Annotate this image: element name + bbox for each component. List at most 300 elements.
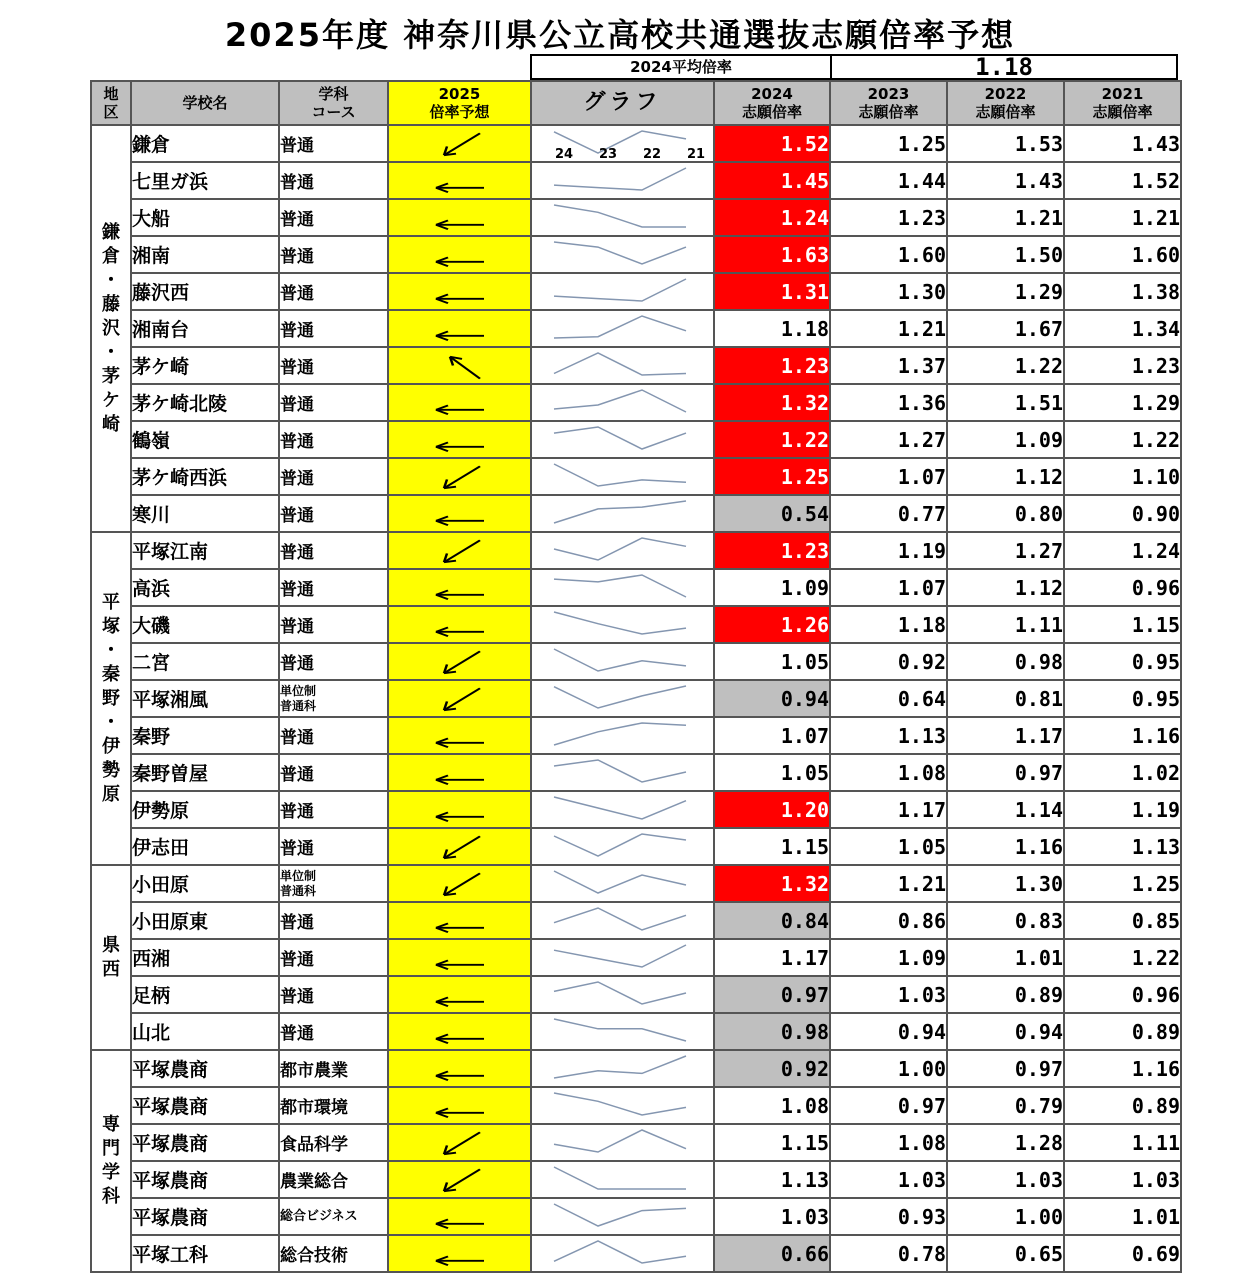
rate-2021: 1.01: [1064, 1198, 1181, 1235]
school-name: 寒川: [131, 495, 279, 532]
header-2021: 2021 志願倍率: [1064, 81, 1181, 125]
rate-2024: 1.15: [714, 1124, 830, 1161]
graph-cell: [531, 791, 714, 828]
down-left-arrow-icon: [424, 1125, 496, 1160]
region-cell: 鎌 倉 ・ 藤 沢 ・ 茅 ケ 崎: [91, 125, 131, 532]
school-name: 平塚工科: [131, 1235, 279, 1272]
sparkline-line: [554, 316, 686, 338]
sparkline: [532, 1237, 712, 1270]
rate-2022: 0.65: [947, 1235, 1064, 1272]
rate-2023: 0.78: [830, 1235, 947, 1272]
graph-cell: [531, 236, 714, 273]
rate-2021: 1.34: [1064, 310, 1181, 347]
rate-2023: 1.21: [830, 310, 947, 347]
rate-2023: 1.08: [830, 1124, 947, 1161]
up-left-arrow-icon: [424, 348, 496, 383]
graph-cell: [531, 717, 714, 754]
prediction-cell: [388, 569, 531, 606]
course-name: 普通: [279, 384, 388, 421]
rate-2023: 1.03: [830, 1161, 947, 1198]
sparkline: [532, 534, 712, 567]
graph-cell: [531, 828, 714, 865]
graph-cell: [531, 1087, 714, 1124]
prediction-cell: [388, 828, 531, 865]
down-left-arrow-icon: [424, 866, 496, 901]
left-arrow-icon: [424, 1199, 496, 1234]
sparkline: [532, 793, 712, 826]
graph-cell: [531, 569, 714, 606]
rate-2023: 1.05: [830, 828, 947, 865]
rate-2022: 1.53: [947, 125, 1064, 162]
course-name: 普通: [279, 347, 388, 384]
course-name: 普通: [279, 199, 388, 236]
table-row: [91, 1050, 1181, 1087]
rate-2024: 1.03: [714, 1198, 830, 1235]
rate-2021: 1.13: [1064, 828, 1181, 865]
table-row: [91, 754, 1181, 791]
rate-2022: 1.21: [947, 199, 1064, 236]
sparkline: [532, 608, 712, 641]
graph-cell: [531, 680, 714, 717]
prediction-cell: [388, 1198, 531, 1235]
rate-2022: 1.14: [947, 791, 1064, 828]
down-left-arrow-icon: [424, 533, 496, 568]
sparkline: [532, 349, 712, 382]
sparkline: [532, 164, 712, 197]
rate-2024: 1.13: [714, 1161, 830, 1198]
rate-2024: 1.09: [714, 569, 830, 606]
rate-2021: 0.96: [1064, 569, 1181, 606]
course-name: 普通: [279, 754, 388, 791]
sparkline: [532, 756, 712, 789]
sparkline-line: [554, 1019, 686, 1041]
rate-2023: 0.64: [830, 680, 947, 717]
prediction-cell: [388, 458, 531, 495]
rate-2022: 1.11: [947, 606, 1064, 643]
left-arrow-icon: [424, 940, 496, 975]
table-row: [91, 569, 1181, 606]
header-school: 学校名: [131, 81, 279, 125]
table-row: [91, 1013, 1181, 1050]
school-name: 大船: [131, 199, 279, 236]
rate-2024: 1.23: [714, 532, 830, 569]
prediction-cell: [388, 680, 531, 717]
graph-cell: [531, 1235, 714, 1272]
graph-axis-label: 21: [686, 147, 706, 160]
sparkline: [532, 1200, 712, 1233]
down-left-arrow-icon: [424, 681, 496, 716]
rate-2024: 0.94: [714, 680, 830, 717]
region-cell: 県 西: [91, 865, 131, 1050]
rate-2024: 1.18: [714, 310, 830, 347]
course-name: 普通: [279, 569, 388, 606]
school-name: 小田原東: [131, 902, 279, 939]
graph-cell: [531, 384, 714, 421]
rate-2022: 1.29: [947, 273, 1064, 310]
rate-2023: 1.18: [830, 606, 947, 643]
left-arrow-icon: [424, 570, 496, 605]
rate-2022: 1.03: [947, 1161, 1064, 1198]
graph-cell: [531, 939, 714, 976]
sparkline-line: [554, 797, 686, 819]
rate-2022: 1.67: [947, 310, 1064, 347]
sparkline-line: [554, 982, 686, 1004]
rate-2023: 1.25: [830, 125, 947, 162]
school-name: 茅ケ崎西浜: [131, 458, 279, 495]
prediction-cell: [388, 532, 531, 569]
sparkline: [532, 1126, 712, 1159]
rate-2024: 1.63: [714, 236, 830, 273]
rate-2022: 0.89: [947, 976, 1064, 1013]
left-arrow-icon: [424, 903, 496, 938]
rate-2021: 0.69: [1064, 1235, 1181, 1272]
course-name: 普通: [279, 421, 388, 458]
course-name: 普通: [279, 1013, 388, 1050]
rate-2021: 1.38: [1064, 273, 1181, 310]
graph-cell: [531, 976, 714, 1013]
school-name: 平塚農商: [131, 1050, 279, 1087]
rate-2023: 1.30: [830, 273, 947, 310]
course-name: 総合技術: [279, 1235, 388, 1272]
header-2022: 2022 志願倍率: [947, 81, 1064, 125]
school-name: 秦野: [131, 717, 279, 754]
table-row: [91, 273, 1181, 310]
sparkline: [532, 497, 712, 530]
graph-cell: [531, 199, 714, 236]
left-arrow-icon: [424, 792, 496, 827]
prediction-cell: [388, 606, 531, 643]
rate-2022: 1.51: [947, 384, 1064, 421]
region-cell: 専 門 学 科: [91, 1050, 131, 1272]
left-arrow-icon: [424, 1051, 496, 1086]
rate-2022: 1.43: [947, 162, 1064, 199]
sparkline: [532, 1015, 712, 1048]
prediction-cell: [388, 1124, 531, 1161]
course-name: 普通: [279, 310, 388, 347]
graph-cell: [531, 643, 714, 680]
table-row: [91, 717, 1181, 754]
down-left-arrow-icon: [424, 126, 496, 161]
sparkline-line: [554, 1204, 686, 1226]
graph-cell: [531, 532, 714, 569]
sparkline-line: [554, 242, 686, 264]
prediction-cell: [388, 976, 531, 1013]
sparkline-line: [554, 575, 686, 597]
rate-2021: 0.95: [1064, 643, 1181, 680]
school-name: 高浜: [131, 569, 279, 606]
rate-2021: 1.29: [1064, 384, 1181, 421]
header-graph: グラフ: [531, 81, 714, 125]
rate-2023: 1.44: [830, 162, 947, 199]
prediction-cell: [388, 384, 531, 421]
rate-2021: 1.24: [1064, 532, 1181, 569]
prediction-cell: [388, 310, 531, 347]
left-arrow-icon: [424, 163, 496, 198]
sparkline: [532, 201, 712, 234]
prediction-cell: [388, 902, 531, 939]
table-row: [91, 125, 1181, 162]
rate-2022: 0.83: [947, 902, 1064, 939]
prediction-cell: [388, 236, 531, 273]
course-name: 普通: [279, 495, 388, 532]
rate-2021: 0.85: [1064, 902, 1181, 939]
course-name: 普通: [279, 532, 388, 569]
rate-2023: 0.77: [830, 495, 947, 532]
table-row: [91, 606, 1181, 643]
rate-2023: 0.86: [830, 902, 947, 939]
rate-2021: 1.15: [1064, 606, 1181, 643]
left-arrow-icon: [424, 496, 496, 531]
school-name: 西湘: [131, 939, 279, 976]
rate-2022: 1.30: [947, 865, 1064, 902]
rate-2023: 0.92: [830, 643, 947, 680]
school-name: 大磯: [131, 606, 279, 643]
rate-2022: 1.27: [947, 532, 1064, 569]
rate-2023: 1.36: [830, 384, 947, 421]
rate-2022: 1.50: [947, 236, 1064, 273]
table-row: [91, 865, 1181, 902]
school-name: 湘南: [131, 236, 279, 273]
school-name: 七里ガ浜: [131, 162, 279, 199]
graph-axis-label: 24: [554, 147, 574, 160]
course-name: 普通: [279, 606, 388, 643]
table-row: [91, 643, 1181, 680]
school-name: 足柄: [131, 976, 279, 1013]
rate-2024: 1.23: [714, 347, 830, 384]
school-name: 平塚農商: [131, 1161, 279, 1198]
graph-cell: [531, 347, 714, 384]
school-name: 山北: [131, 1013, 279, 1050]
sparkline-line: [554, 390, 686, 412]
rate-2024: 1.45: [714, 162, 830, 199]
rate-2021: 1.10: [1064, 458, 1181, 495]
prediction-cell: [388, 754, 531, 791]
sparkline: [532, 904, 712, 937]
rate-2021: 0.95: [1064, 680, 1181, 717]
course-name: 総合ビジネス: [279, 1198, 388, 1235]
prediction-cell: [388, 273, 531, 310]
table-row: [91, 939, 1181, 976]
sparkline: [532, 1163, 712, 1196]
rate-2023: 1.13: [830, 717, 947, 754]
rate-2023: 1.08: [830, 754, 947, 791]
course-name: 単位制 普通科: [279, 865, 388, 902]
down-left-arrow-icon: [424, 459, 496, 494]
sparkline: [532, 423, 712, 456]
rate-2021: 1.16: [1064, 1050, 1181, 1087]
rate-2024: 1.15: [714, 828, 830, 865]
average-rate-label: 2024平均倍率: [532, 56, 832, 78]
left-arrow-icon: [424, 1236, 496, 1271]
rate-2022: 0.98: [947, 643, 1064, 680]
rate-2024: 0.98: [714, 1013, 830, 1050]
sparkline: [532, 867, 712, 900]
sparkline-line: [554, 612, 686, 634]
rate-2021: 0.89: [1064, 1013, 1181, 1050]
rate-2022: 1.12: [947, 569, 1064, 606]
rate-2021: 1.19: [1064, 791, 1181, 828]
left-arrow-icon: [424, 718, 496, 753]
rate-2023: 0.93: [830, 1198, 947, 1235]
table-row: [91, 347, 1181, 384]
rate-2023: 1.03: [830, 976, 947, 1013]
rate-2024: 1.52: [714, 125, 830, 162]
rate-2024: 1.22: [714, 421, 830, 458]
table-row: [91, 458, 1181, 495]
left-arrow-icon: [424, 311, 496, 346]
graph-cell: [531, 1013, 714, 1050]
left-arrow-icon: [424, 274, 496, 309]
table-row: [91, 236, 1181, 273]
sparkline-line: [554, 834, 686, 856]
sparkline: [532, 682, 712, 715]
rate-2024: 1.07: [714, 717, 830, 754]
prediction-cell: [388, 939, 531, 976]
rate-2021: 1.02: [1064, 754, 1181, 791]
sparkline-line: [554, 1093, 686, 1115]
sparkline-line: [554, 538, 686, 560]
rate-2022: 1.22: [947, 347, 1064, 384]
course-name: 普通: [279, 236, 388, 273]
table-row: [91, 1124, 1181, 1161]
prediction-cell: [388, 865, 531, 902]
sparkline-line: [554, 760, 686, 782]
course-name: 農業総合: [279, 1161, 388, 1198]
prediction-cell: [388, 421, 531, 458]
rate-2024: 0.97: [714, 976, 830, 1013]
graph-cell: [531, 902, 714, 939]
rate-2021: 1.60: [1064, 236, 1181, 273]
rate-2022: 1.09: [947, 421, 1064, 458]
left-arrow-icon: [424, 1088, 496, 1123]
prediction-cell: [388, 791, 531, 828]
school-name: 二宮: [131, 643, 279, 680]
graph-cell: [531, 458, 714, 495]
graph-cell: [531, 125, 714, 162]
sparkline-line: [554, 649, 686, 671]
table-row: [91, 1235, 1181, 1272]
region-cell: 平 塚 ・ 秦 野 ・ 伊 勢 原: [91, 532, 131, 865]
left-arrow-icon: [424, 1014, 496, 1049]
school-name: 湘南台: [131, 310, 279, 347]
left-arrow-icon: [424, 422, 496, 457]
rate-2021: 0.96: [1064, 976, 1181, 1013]
rate-2023: 1.60: [830, 236, 947, 273]
rate-2024: 1.32: [714, 384, 830, 421]
table-row: [91, 532, 1181, 569]
graph-cell: [531, 421, 714, 458]
sparkline: [532, 460, 712, 493]
school-name: 平塚江南: [131, 532, 279, 569]
school-name: 平塚農商: [131, 1087, 279, 1124]
sparkline: [532, 127, 712, 160]
school-name: 平塚湘風: [131, 680, 279, 717]
course-name: 普通: [279, 125, 388, 162]
table-row: [91, 495, 1181, 532]
course-name: 普通: [279, 791, 388, 828]
page-title: 2025年度 神奈川県公立高校共通選抜志願倍率予想: [224, 16, 1016, 54]
graph-cell: [531, 754, 714, 791]
rate-2022: 1.17: [947, 717, 1064, 754]
sparkline-line: [554, 168, 686, 190]
school-name: 伊志田: [131, 828, 279, 865]
course-name: 単位制 普通科: [279, 680, 388, 717]
prediction-cell: [388, 495, 531, 532]
course-name: 普通: [279, 273, 388, 310]
prediction-cell: [388, 1161, 531, 1198]
left-arrow-icon: [424, 755, 496, 790]
rate-2024: 0.84: [714, 902, 830, 939]
rate-2021: 1.16: [1064, 717, 1181, 754]
course-name: 普通: [279, 643, 388, 680]
course-name: 普通: [279, 458, 388, 495]
rate-2022: 1.01: [947, 939, 1064, 976]
school-name: 小田原: [131, 865, 279, 902]
rate-2024: 1.08: [714, 1087, 830, 1124]
school-name: 鎌倉: [131, 125, 279, 162]
course-name: 都市農業: [279, 1050, 388, 1087]
rate-2024: 1.26: [714, 606, 830, 643]
table-row: [91, 902, 1181, 939]
sparkline: [532, 830, 712, 863]
graph-cell: [531, 1198, 714, 1235]
rate-2022: 0.79: [947, 1087, 1064, 1124]
school-name: 秦野曽屋: [131, 754, 279, 791]
header-2024: 2024 志願倍率: [714, 81, 830, 125]
rate-2022: 0.81: [947, 680, 1064, 717]
rate-2023: 1.27: [830, 421, 947, 458]
average-rate-box: [530, 54, 1178, 80]
rate-2021: 1.11: [1064, 1124, 1181, 1161]
table-row: [91, 310, 1181, 347]
graph-cell: [531, 310, 714, 347]
sparkline-line: [554, 1130, 686, 1152]
rate-2022: 1.00: [947, 1198, 1064, 1235]
average-rate-value: 1.18: [975, 53, 1033, 81]
table-row: [91, 976, 1181, 1013]
rate-2023: 1.07: [830, 458, 947, 495]
sparkline: [532, 1052, 712, 1085]
graph-axis-label: 22: [642, 147, 662, 160]
left-arrow-icon: [424, 200, 496, 235]
rate-table: [90, 80, 1182, 1273]
table-row: [91, 1198, 1181, 1235]
rate-2022: 1.12: [947, 458, 1064, 495]
down-left-arrow-icon: [424, 1162, 496, 1197]
sparkline: [532, 275, 712, 308]
graph-cell: [531, 273, 714, 310]
rate-2021: 1.23: [1064, 347, 1181, 384]
graph-cell: [531, 1124, 714, 1161]
prediction-cell: [388, 125, 531, 162]
rate-2022: 0.94: [947, 1013, 1064, 1050]
school-name: 茅ケ崎: [131, 347, 279, 384]
sparkline: [532, 386, 712, 419]
rate-2023: 1.00: [830, 1050, 947, 1087]
rate-2022: 0.97: [947, 1050, 1064, 1087]
rate-2021: 1.21: [1064, 199, 1181, 236]
header-prediction: 2025 倍率予想: [388, 81, 531, 125]
sparkline-line: [554, 686, 686, 708]
graph-cell: [531, 606, 714, 643]
graph-cell: [531, 495, 714, 532]
course-name: 普通: [279, 717, 388, 754]
prediction-cell: [388, 717, 531, 754]
rate-2024: 1.32: [714, 865, 830, 902]
left-arrow-icon: [424, 237, 496, 272]
rate-2021: 1.43: [1064, 125, 1181, 162]
course-name: 普通: [279, 939, 388, 976]
